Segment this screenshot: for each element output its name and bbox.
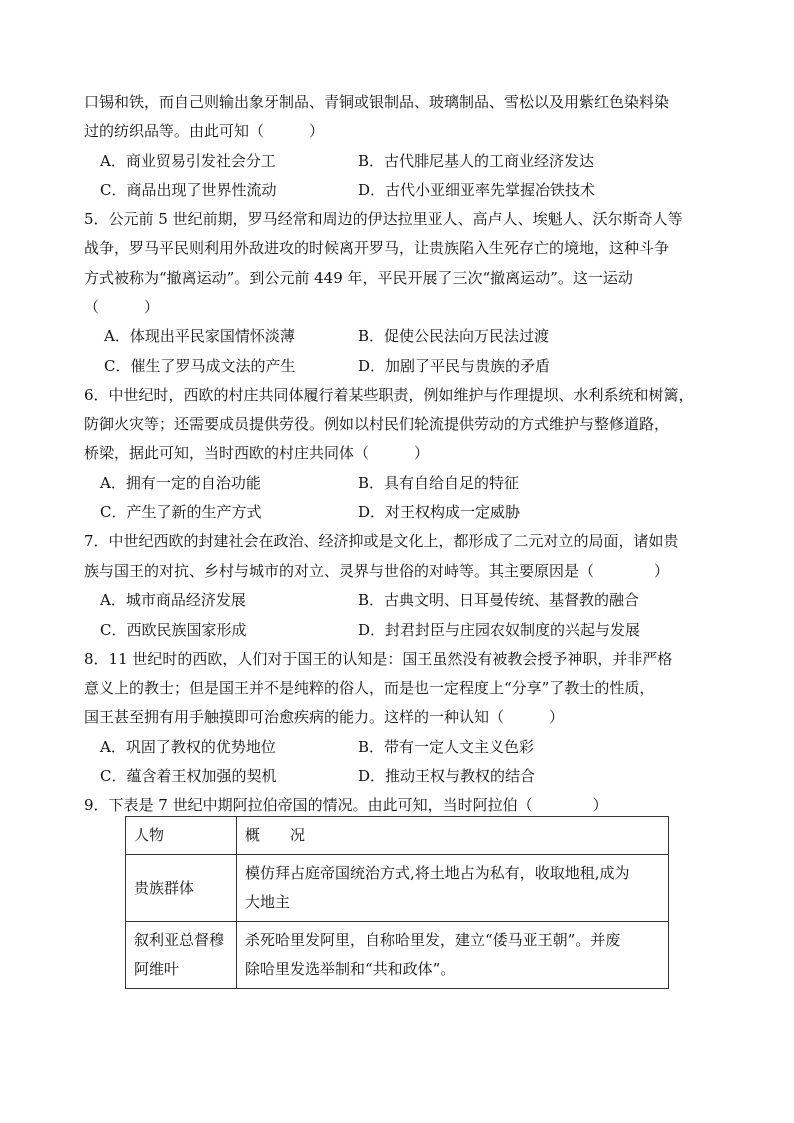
q7-option-a: A．城市商品经济发展: [100, 591, 246, 609]
q4-stem-line-2: 过的纺织品等。由此可知（ ）: [84, 122, 325, 140]
q9-stem-line-1: 9．下表是 7 世纪中期阿拉伯帝国的情况。由此可知，当时阿拉伯（ ）: [84, 796, 608, 814]
table-cell-person: [126, 922, 237, 989]
q5-option-d: D．加剧了平民与贵族的矛盾: [358, 357, 551, 375]
q5-option-c: C．催生了罗马成文法的产生: [104, 357, 296, 375]
q7-option-c: C．西欧民族国家形成: [100, 621, 247, 639]
q7-option-d: D．封君封臣与庄园农奴制度的兴起与发展: [358, 621, 641, 639]
table-header-person: 人物: [126, 817, 237, 855]
table-cell-desc-line: 杀死哈里发阿里，自称哈里发，建立“倭马亚王朝”。并废: [245, 931, 621, 949]
q4-option-d: D．古代小亚细亚率先掌握冶铁技术: [358, 181, 596, 199]
q6-option-b: B．具有自给自足的特征: [358, 474, 520, 492]
q8-stem-line-3: 国王甚至拥有用手触摸即可治愈疾病的能力。这样的一种认知（ ）: [84, 708, 565, 726]
table-cell-desc: [237, 855, 669, 922]
q5-stem-line-1: 5．公元前 5 世纪前期，罗马经常和周边的伊达拉里亚人、高卢人、埃魁人、沃尔斯奇人等: [84, 210, 683, 228]
q7-stem-line-2: 族与国王的对抗、乡村与城市的对立、灵界与世俗的对峙等。其主要原因是（ ）: [84, 562, 670, 580]
q8-option-d: D．推动王权与教权的结合: [358, 767, 536, 785]
table-cell-desc-line: 大地主: [245, 893, 291, 911]
q5-stem-line-2: 战争，罗马平民则利用外敌进攻的时候离开罗马，让贵族陷入生死存亡的境地，这种斗争: [84, 239, 670, 257]
q4-stem-line-1: 口锡和铁，而自己则输出象牙制品、青铜或银制品、玻璃制品、雪松以及用紫红色染料染: [84, 93, 670, 111]
table-cell-person-line: 阿维叶: [134, 960, 180, 978]
q9-info-table: [125, 816, 669, 989]
table-row: [126, 922, 669, 989]
q6-option-a: A．拥有一定的自治功能: [100, 474, 261, 492]
q8-option-b: B．带有一定人文主义色彩: [358, 738, 535, 756]
q8-option-a: A．巩固了教权的优势地位: [100, 738, 276, 756]
table-cell-desc-line: 模仿拜占庭帝国统治方式,将土地占为私有，收取地租,成为: [245, 864, 630, 882]
q5-stem-line-4: （ ）: [84, 298, 160, 316]
q6-stem-line-3: 桥梁，据此可知，当时西欧的村庄共同体（ ）: [84, 444, 430, 462]
q8-option-c: C．蕴含着王权加强的契机: [100, 767, 277, 785]
q5-stem-line-3: 方式被称为“撤离运动”。到公元前 449 年，平民开展了三次“撤离运动”。这一运动: [84, 269, 633, 287]
q7-option-b: B．古典文明、日耳曼传统、基督教的融合: [358, 591, 640, 609]
q6-stem-line-2: 防御火灾等；还需要成员提供劳役。例如以村民们轮流提供劳动的方式维护与整修道路，: [84, 415, 670, 433]
q5-option-a: A．体现出平民家国情怀淡薄: [104, 327, 295, 345]
table-cell-person: 贵族群体: [126, 855, 237, 922]
q8-stem-line-2: 意义上的教士；但是国王并不是纯粹的俗人，而是也一定程度上“分享”了教士的性质，: [84, 679, 655, 697]
q6-stem-line-1: 6．中世纪时，西欧的村庄共同体履行着某些职责，例如维护与作理提坝、水利系统和树篱，: [84, 386, 694, 404]
q5-option-b: B．促使公民法向万民法过渡: [358, 327, 550, 345]
table-header-overview: 概 况: [237, 817, 669, 855]
q7-stem-line-1: 7．中世纪西欧的封建社会在政治、经济抑或是文化上，都形成了二元对立的局面，诸如贵: [84, 532, 679, 550]
q6-option-c: C．产生了新的生产方式: [100, 503, 262, 521]
table-cell-person-line: 叙利亚总督穆: [134, 931, 225, 949]
q4-option-a: A．商业贸易引发社会分工: [100, 152, 276, 170]
q8-stem-line-1: 8．11 世纪时的西欧，人们对于国王的认知是：国王虽然没有被教会授予神职，并非严格: [84, 650, 673, 668]
q4-option-b: B．古代腓尼基人的工商业经济发达: [358, 152, 595, 170]
table-cell-desc-line: 除哈里发选举制和“共和政体”。: [245, 960, 456, 978]
table-header-row: [126, 817, 669, 855]
table-row: [126, 855, 669, 922]
q4-option-c: C．商品出现了世界性流动: [100, 181, 277, 199]
q6-option-d: D．对王权构成一定威胁: [358, 503, 521, 521]
table-cell-desc: [237, 922, 669, 989]
